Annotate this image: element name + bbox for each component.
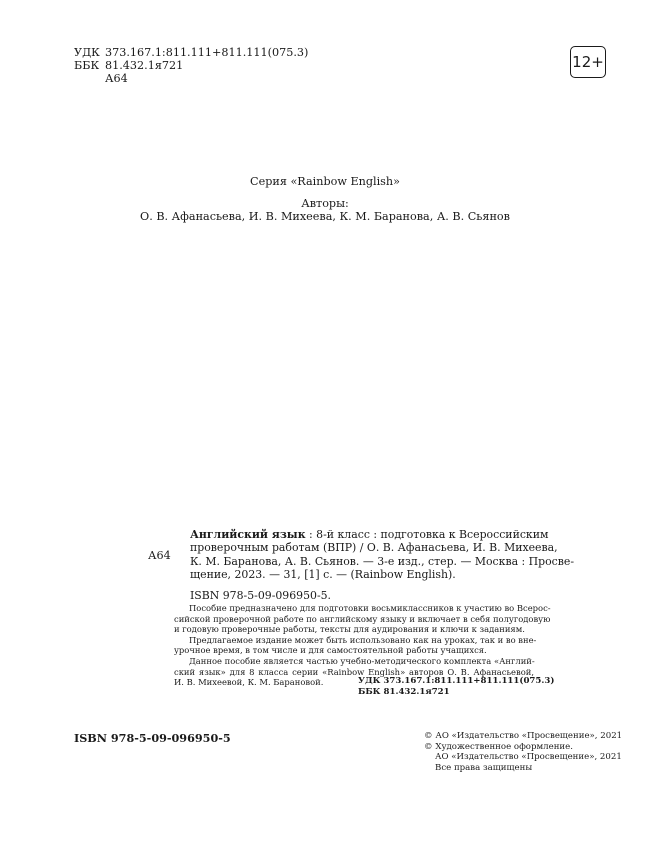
book-title: Английский язык	[190, 528, 306, 541]
copyright-line: Все права защищены	[435, 762, 533, 773]
copyright-block	[424, 731, 622, 773]
annotation-line: и годовую проверочные работы, тексты для аудирования и ключи к заданиям.	[174, 624, 525, 635]
classification-block	[74, 46, 308, 86]
annotation-line: Предлагаемое издание может быть использовано как на уроках, так и во вне-	[189, 634, 537, 645]
cip-line-4: щение, 2023. — 31, [1] с. — (Rainbow English).	[190, 568, 456, 582]
udk-value: 373.167.1:811.111+811.111(075.3)	[105, 46, 309, 59]
bbk-label: ББК	[74, 59, 100, 73]
catalogue-entry	[190, 528, 575, 582]
annotation-line: Данное пособие является частью учебно-методического комплекта «Англий-	[189, 655, 535, 666]
udk-code: УДК 373.167.1:811.111+811.111(075.3)	[358, 676, 555, 686]
cip-line-1-rest: : 8-й класс : подготовка к Всероссийским	[305, 528, 549, 541]
annotation-line: сийской проверочной работе по английскому языку и включает в себя полугодовую	[174, 613, 551, 624]
age-rating-badge: 12+	[570, 46, 606, 78]
series-title: Серия «Rainbow English»	[250, 175, 400, 188]
annotation-line: Пособие предназначено для подготовки восьмиклассников к участию во Всерос-	[189, 603, 551, 613]
bbk-value: 81.432.1я721	[105, 59, 184, 73]
annotation-line: ский язык» для 8 класса серии «Rainbow English» авторов О. В. Афанасьевой,	[174, 666, 534, 677]
bbk-row	[74, 59, 308, 72]
annotation-line: урочное время, в том числе и для самостоятельной работы учащихся.	[174, 645, 487, 656]
classification-codes	[358, 676, 554, 697]
isbn-bottom: ISBN 978-5-09-096950-5	[74, 731, 231, 745]
cip-line-2: проверочным работам (ВПР) / О. В. Афанасьева, И. В. Михеева,	[190, 541, 558, 555]
copyright-line: © АО «Издательство «Просвещение», 2021	[424, 731, 623, 741]
author-mark: А64	[105, 72, 128, 86]
authors-label: Авторы:	[301, 197, 349, 210]
copyright-line: АО «Издательство «Просвещение», 2021	[435, 752, 622, 763]
udk-label: УДК	[74, 46, 100, 59]
cip-author-code: А64	[148, 549, 171, 562]
bbk-code: ББК 81.432.1я721	[358, 686, 450, 697]
cip-isbn: ISBN 978-5-09-096950-5.	[190, 589, 332, 602]
copyright-line: © Художественное оформление.	[424, 741, 573, 752]
cip-line-1	[190, 528, 549, 541]
authors-names: О. В. Афанасьева, И. В. Михеева, К. М. Баранова, А. В. Сьянов	[140, 210, 510, 223]
annotation-line: И. В. Михеевой, К. М. Барановой.	[174, 677, 324, 688]
cip-line-3: К. М. Баранова, А. В. Сьянов. — 3-е изд., стер. — Москва : Просве-	[190, 554, 575, 568]
udk-row	[74, 46, 308, 59]
